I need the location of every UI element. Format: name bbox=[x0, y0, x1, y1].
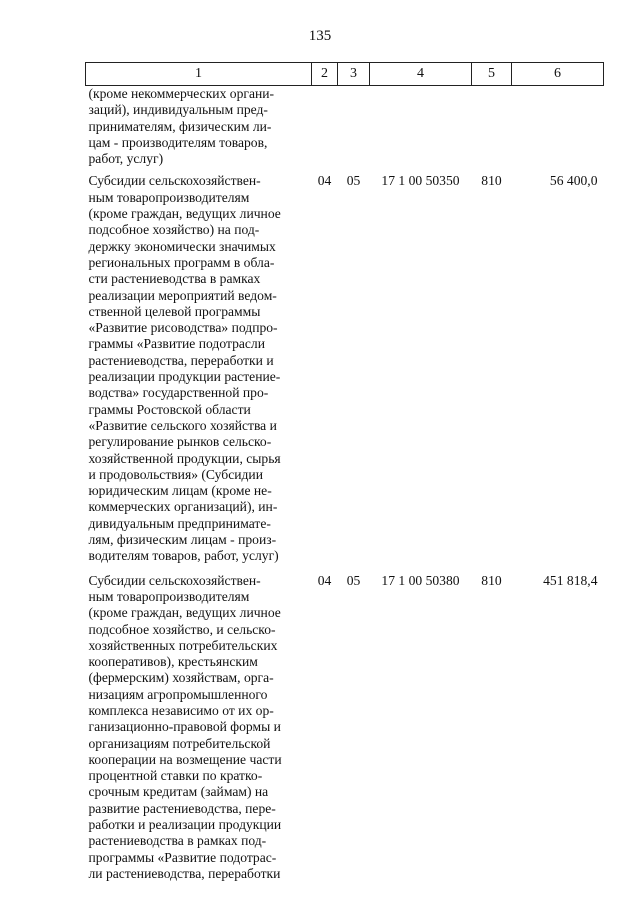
table-row bbox=[86, 86, 604, 174]
row-target-code: 17 1 00 50350 bbox=[381, 173, 460, 189]
header-col-2: 2 bbox=[312, 63, 338, 86]
row-subsection: 05 bbox=[346, 572, 361, 588]
table-row bbox=[86, 573, 604, 891]
row-amount: 56 400,0 bbox=[549, 173, 598, 189]
row-expense-type: 810 bbox=[481, 173, 502, 189]
header-col-4: 4 bbox=[370, 63, 472, 86]
row-target-code bbox=[370, 86, 472, 174]
header-col-5: 5 bbox=[472, 63, 512, 86]
header-col-1: 1 bbox=[86, 63, 312, 86]
table-row bbox=[86, 173, 604, 572]
row-section: 04 bbox=[317, 173, 332, 189]
row-amount bbox=[512, 86, 604, 174]
header-col-6: 6 bbox=[512, 63, 604, 86]
page-number: 135 bbox=[308, 28, 332, 44]
row-expense-type: 810 bbox=[481, 572, 502, 588]
row-target-code: 17 1 00 50380 bbox=[381, 572, 460, 588]
row-amount: 451 818,4 bbox=[543, 572, 598, 588]
row-expense-type bbox=[472, 86, 512, 174]
row-description: Субсидии сельскохозяйствен- ным товаропроизводителям (кроме граждан, ведущих личное подсобное хозяйство) на под- держку экономически значимых региональных программ в обла- сти растениеводства в рамках реализации мероприятий ведом- ственной целевой программы «Развитие рисоводства» подпро- граммы «Развитие подотрасли растениеводства, переработки и реализации продукции растение- водства» государственной про- граммы Ростовской области «Развитие сельского хозяйства и регулирование рынков сельско- хозяйственной продукции, сырья и продовольствия» (Субсидии юридическим лицам (кроме не- коммерческих организаций), ин- дивидуальным предпринимате- лям, физическим лицам - произ- водителям товаров, работ, услуг) bbox=[88, 173, 281, 564]
row-section bbox=[312, 86, 338, 174]
row-section: 04 bbox=[317, 572, 332, 588]
budget-table bbox=[85, 62, 604, 890]
row-subsection: 05 bbox=[346, 173, 361, 189]
header-col-3: 3 bbox=[338, 63, 370, 86]
row-description: (кроме некоммерческих органи- заций), индивидуальным пред- принимателям, физическим ли- цам - производителям товаров, работ, услуг) bbox=[88, 86, 275, 167]
row-description: Субсидии сельскохозяйствен- ным товаропроизводителям (кроме граждан, ведущих личное подсобное хозяйство, и сельско- хозяйственных потребительских кооперативов), крестьянским (фермерским) хозяйствам, орга- низациям агропромышленного комплекса независимо от их ор- ганизационно-правовой формы и организациям потребительской кооперации на возмещение части процентной ставки по кратко- срочным кредитам (займам) на развитие растениеводства, пере- работки и реализации продукции растениеводства в рамках под- программы «Развитие подотрас- ли растениеводства, переработки bbox=[88, 572, 282, 881]
row-subsection bbox=[338, 86, 370, 174]
header-row bbox=[86, 63, 604, 86]
